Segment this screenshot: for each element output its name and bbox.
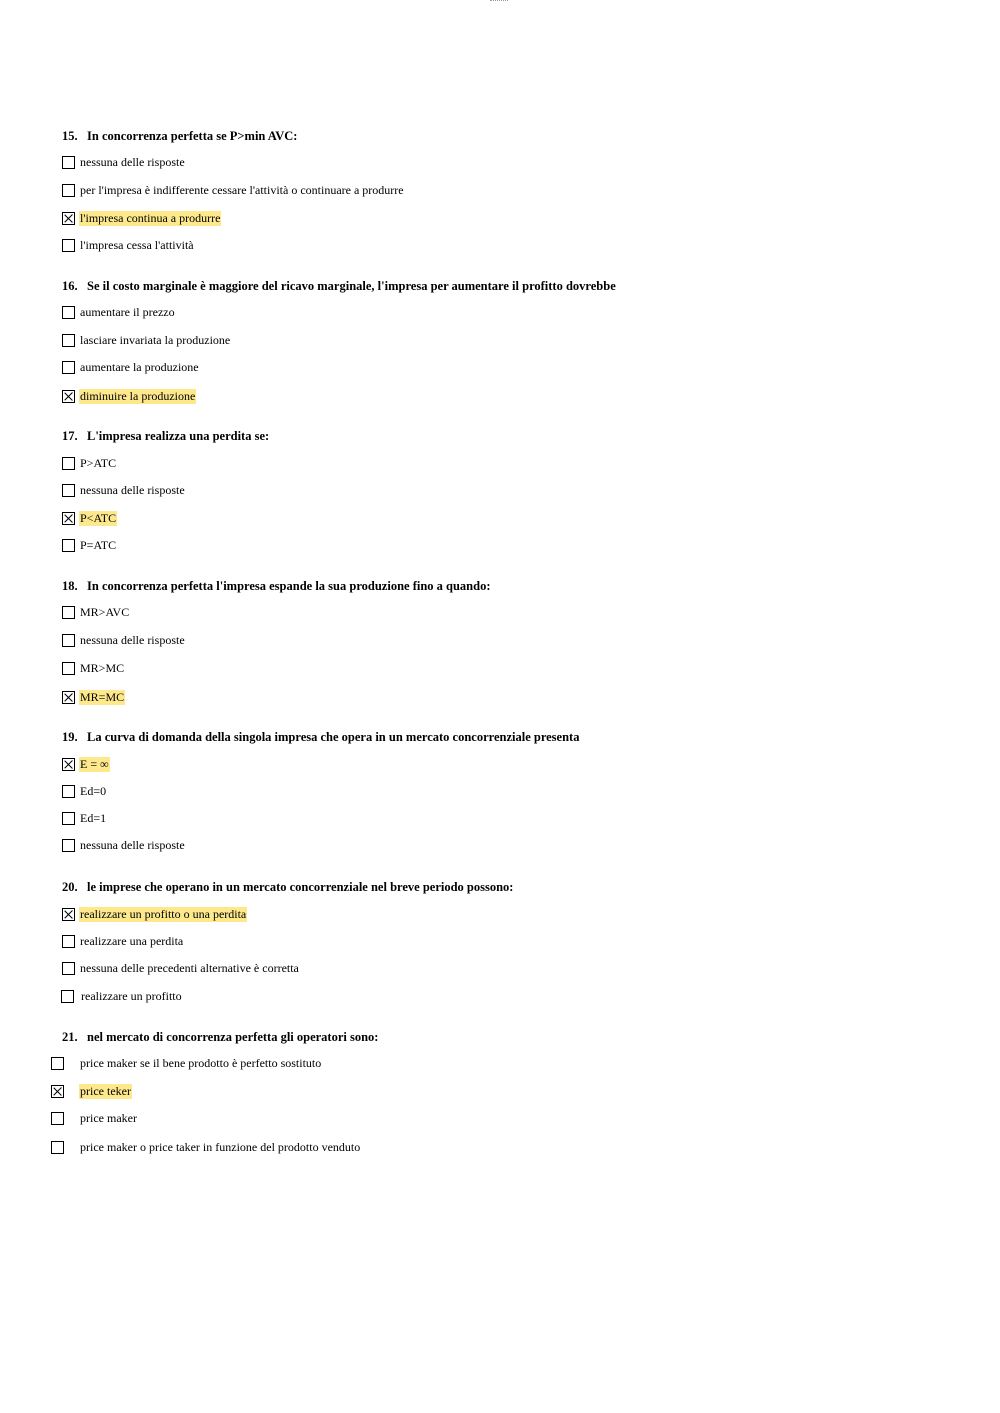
- checkbox-unchecked[interactable]: [62, 156, 75, 169]
- checkbox-checked[interactable]: [51, 1085, 64, 1098]
- checkbox-checked[interactable]: [62, 212, 75, 225]
- checkbox-unchecked[interactable]: [51, 1057, 64, 1070]
- option-label-highlighted: l'impresa continua a produrre: [80, 211, 221, 225]
- checkbox-checked[interactable]: [62, 908, 75, 921]
- question-16-title: 16. Se il costo marginale è maggiore del ricavo marginale, l'impresa per aumentare il profitto dovrebbe: [62, 279, 616, 293]
- checkbox-unchecked[interactable]: [62, 361, 75, 374]
- option-label: nessuna delle precedenti alternative è corretta: [80, 961, 299, 975]
- option-label: nessuna delle risposte: [80, 633, 185, 647]
- question-20-title: 20. le imprese che operano in un mercato concorrenziale nel breve periodo possono:: [62, 880, 514, 894]
- option-label: Ed=1: [80, 811, 107, 825]
- option-label: price maker o price taker in funzione del prodotto venduto: [80, 1140, 361, 1154]
- checkbox-checked[interactable]: [62, 758, 75, 771]
- question-15-title: 15. In concorrenza perfetta se P>min AVC:: [62, 129, 298, 143]
- option-label: P=ATC: [80, 538, 117, 552]
- checkbox-unchecked[interactable]: [62, 962, 75, 975]
- page-top-mark: [490, 0, 508, 3]
- option-label: realizzare una perdita: [80, 934, 184, 948]
- option-label-highlighted: P<ATC: [80, 511, 117, 525]
- option-label: price maker: [80, 1111, 137, 1125]
- checkbox-unchecked[interactable]: [62, 484, 75, 497]
- option-label: nessuna delle risposte: [80, 483, 185, 497]
- checkbox-unchecked[interactable]: [62, 306, 75, 319]
- checkbox-unchecked[interactable]: [62, 334, 75, 347]
- option-label-highlighted: E = ∞: [80, 757, 109, 771]
- checkbox-unchecked[interactable]: [62, 184, 75, 197]
- checkbox-unchecked[interactable]: [61, 990, 74, 1003]
- question-18-title: 18. In concorrenza perfetta l'impresa espande la sua produzione fino a quando:: [62, 579, 491, 593]
- option-label: lasciare invariata la produzione: [80, 333, 231, 347]
- option-label: P>ATC: [80, 456, 117, 470]
- option-label: price maker se il bene prodotto è perfetto sostituto: [80, 1056, 322, 1070]
- option-label-highlighted: price teker: [80, 1084, 131, 1098]
- question-17-title: 17. L'impresa realizza una perdita se:: [62, 429, 270, 443]
- checkbox-checked[interactable]: [62, 390, 75, 403]
- checkbox-unchecked[interactable]: [62, 239, 75, 252]
- option-label: MR>AVC: [80, 605, 130, 619]
- option-label-highlighted: MR=MC: [80, 690, 125, 704]
- checkbox-unchecked[interactable]: [62, 606, 75, 619]
- question-19-title: 19. La curva di domanda della singola impresa che opera in un mercato concorrenziale presenta: [62, 730, 580, 744]
- checkbox-unchecked[interactable]: [51, 1141, 64, 1154]
- checkbox-checked[interactable]: [62, 691, 75, 704]
- checkbox-unchecked[interactable]: [62, 662, 75, 675]
- checkbox-unchecked[interactable]: [62, 539, 75, 552]
- checkbox-unchecked[interactable]: [62, 457, 75, 470]
- checkbox-unchecked[interactable]: [62, 785, 75, 798]
- option-label: nessuna delle risposte: [80, 155, 185, 169]
- checkbox-unchecked[interactable]: [62, 839, 75, 852]
- checkbox-checked[interactable]: [62, 512, 75, 525]
- option-label: nessuna delle risposte: [80, 838, 185, 852]
- option-label: realizzare un profitto: [81, 989, 182, 1003]
- checkbox-unchecked[interactable]: [62, 812, 75, 825]
- option-label: per l'impresa è indifferente cessare l'attività o continuare a produrre: [80, 183, 404, 197]
- option-label: MR>MC: [80, 661, 125, 675]
- option-label: aumentare il prezzo: [80, 305, 175, 319]
- option-label-highlighted: diminuire la produzione: [80, 389, 196, 403]
- option-label: aumentare la produzione: [80, 360, 199, 374]
- checkbox-unchecked[interactable]: [62, 935, 75, 948]
- checkbox-unchecked[interactable]: [51, 1112, 64, 1125]
- question-21-title: 21. nel mercato di concorrenza perfetta gli operatori sono:: [62, 1030, 379, 1044]
- option-label: Ed=0: [80, 784, 107, 798]
- checkbox-unchecked[interactable]: [62, 634, 75, 647]
- option-label-highlighted: realizzare un profitto o una perdita: [80, 907, 247, 921]
- option-label: l'impresa cessa l'attività: [80, 238, 194, 252]
